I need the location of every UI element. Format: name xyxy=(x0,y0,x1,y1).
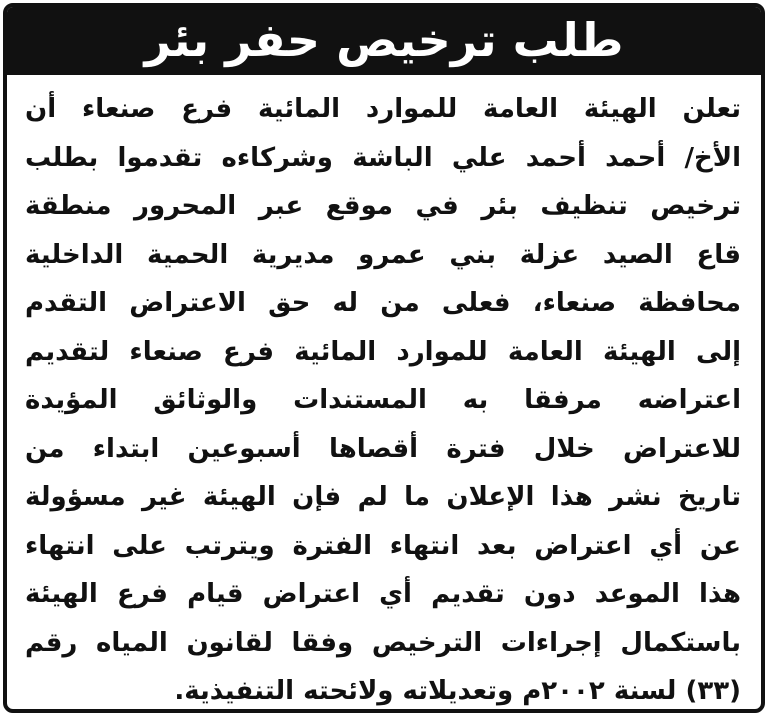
notice-body xyxy=(25,85,741,713)
body-line: عن أي اعتراض بعد انتهاء الفترة ويترتب على انتهاء xyxy=(25,530,741,561)
body-line: محافظة صنعاء، فعلى من له حق الاعتراض التقدم xyxy=(25,288,741,318)
body-line: تعلن الهيئة العامة للموارد المائية فرع صنعاء أن xyxy=(25,94,741,124)
body-line: هذا الموعد دون تقديم أي اعتراض قيام فرع الهيئة xyxy=(25,579,741,609)
body-line: تاريخ نشر هذا الإعلان ما لم فإن الهيئة غير مسؤولة xyxy=(25,482,741,512)
body-line: باستكمال إجراءات الترخيص وفقا لقانون المياه رقم xyxy=(25,627,741,658)
body-line: إلى الهيئة العامة للموارد المائية فرع صنعاء لتقديم xyxy=(25,336,741,367)
body-line: (٣٣) لسنة ٢٠٠٢م وتعديلاته ولائحته التنفيذية. xyxy=(174,676,741,706)
body-line: اعتراضه مرفقا به المستندات والوثائق المؤيدة xyxy=(25,385,741,415)
notice-title: طلب ترخيص حفر بئر xyxy=(144,13,624,67)
body-line: الأخ/ أحمد أحمد علي الباشة وشركاءه تقدموا بطلب xyxy=(25,142,741,173)
title-bar xyxy=(7,7,761,75)
body-line: للاعتراض خلال فترة أقصاها أسبوعين ابتداء من xyxy=(25,433,741,464)
body-line: ترخيص تنظيف بئر في موقع عبر المحرور منطقة xyxy=(25,191,741,221)
notice-box xyxy=(3,3,765,713)
body-line: قاع الصيد عزلة بني عمرو مديرية الحمية الداخلية xyxy=(25,239,741,270)
